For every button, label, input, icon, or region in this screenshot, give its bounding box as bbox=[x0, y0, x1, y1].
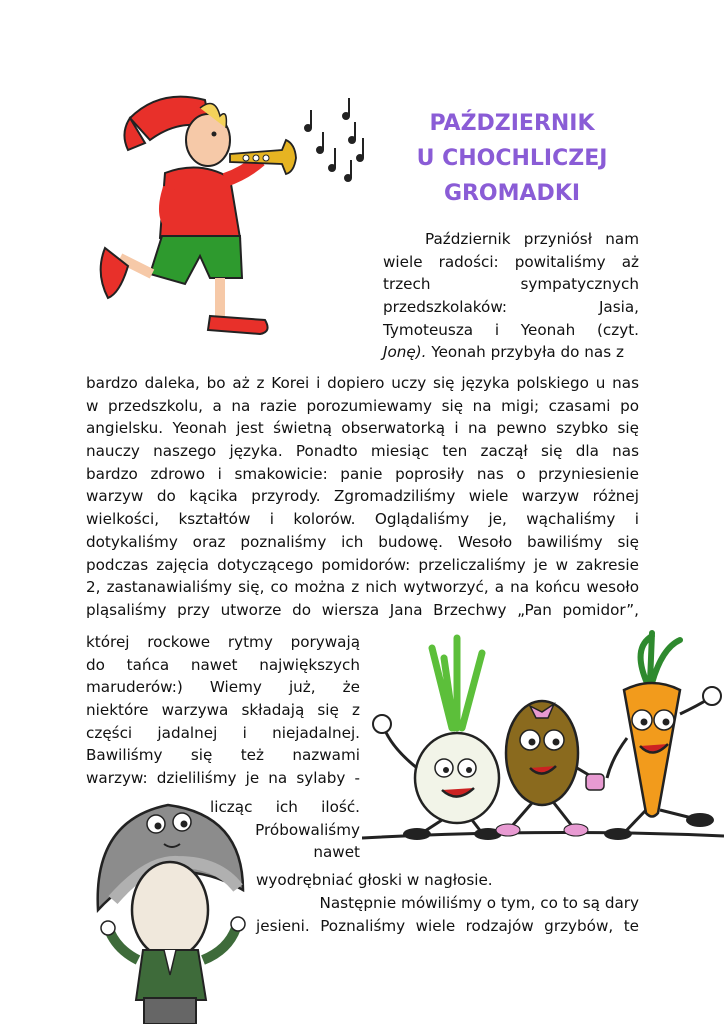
title-line-3: GROMADKI bbox=[443, 181, 581, 206]
italic-text: Jonę). bbox=[383, 343, 427, 362]
text-line: w przedszkolu, a na razie porozumiewamy się na migi; czasami po bbox=[86, 396, 639, 415]
paragraph-1-full bbox=[86, 372, 639, 622]
paragraph-1-left-column bbox=[86, 631, 360, 790]
title-line-2: U CHOCHLICZEJ bbox=[416, 146, 608, 171]
text-line: jesieni. Poznaliśmy wiele rodzajów grzybów, te bbox=[256, 916, 639, 935]
text-line: warzyw do kącika przyrody. Zgromadziliśmy wiele warzyw różnej bbox=[86, 487, 639, 506]
text-line: nawet bbox=[313, 843, 360, 862]
text-line: przedszkolaków: Jasia, bbox=[383, 298, 639, 317]
text-line: Następnie mówiliśmy o tym, co to są dary bbox=[319, 894, 639, 912]
carrot-character bbox=[604, 633, 721, 840]
text-line: Bawiliśmy się też nazwami bbox=[86, 746, 360, 765]
potato-character bbox=[496, 701, 604, 836]
text-line: 2, zastanawialiśmy się, co można z nich wytworzyć, a na końcu wesoło bbox=[86, 578, 639, 597]
text-line: maruderów:) Wiemy już, że bbox=[86, 678, 360, 697]
text-line: wielkości, kształtów i kolorów. Oglądaliśmy je, wąchaliśmy i bbox=[86, 510, 639, 529]
text-line: wyodrębniać głoski w nagłosie. bbox=[256, 871, 493, 889]
text-line: pląsaliśmy przy utworze do wiersza Jana Brzechwy „Pan pomidor”, bbox=[86, 600, 639, 619]
text-line: wiele radości: powitaliśmy aż bbox=[383, 252, 639, 271]
text-line: trzech sympatycznych bbox=[383, 275, 639, 294]
dancing-vegetables-illustration bbox=[362, 628, 724, 846]
paragraph-1-column bbox=[383, 228, 639, 364]
text-line: warzyw: dzieliliśmy je na sylaby - bbox=[86, 769, 360, 788]
gnome-trumpet-illustration bbox=[90, 88, 380, 348]
mushroom-character-illustration bbox=[88, 800, 258, 1024]
text-line: angielsku. Yeonah jest świetną obserwatorką i na pewno szybko się bbox=[86, 419, 639, 438]
text-line: Tymoteusza i Yeonah (czyt. bbox=[383, 320, 639, 339]
onion-character bbox=[373, 638, 502, 840]
text-line: bardzo daleka, bo aż z Korei i dopiero uczy się języka polskiego u nas bbox=[86, 374, 639, 392]
text-line: Październik przyniósł nam bbox=[425, 230, 639, 248]
paragraph-2 bbox=[256, 892, 639, 937]
text-line: bardzo zdrowo i smakowicie: panie poprosiły nas o przyniesienie bbox=[86, 464, 639, 483]
text-line: licząc ich ilość. bbox=[210, 798, 360, 816]
text-line: niektóre warzywa składają się z bbox=[86, 701, 360, 720]
text-line: której rockowe rytmy porywają bbox=[86, 633, 360, 651]
text-line: części jadalnej i niejadalnej. bbox=[86, 723, 360, 742]
text-line: dotykaliśmy oraz poznaliśmy ich budowę. Wesoło bawiliśmy się bbox=[86, 532, 639, 551]
text-line: podczas zajęcia dotyczącego pomidorów: przeliczaliśmy je w zakresie bbox=[86, 555, 639, 574]
text-span: Yeonah przybyła do nas z bbox=[426, 343, 624, 362]
title-line-1: PAŹDZIERNIK bbox=[429, 111, 595, 136]
text-line: do tańca nawet największych bbox=[86, 655, 360, 674]
paragraph-1-last-line bbox=[256, 869, 496, 892]
text-line: nauczy naszego języka. Ponadto miesiąc ten zaczął się dla nas bbox=[86, 442, 639, 461]
text-line: Próbowaliśmy bbox=[255, 820, 360, 839]
page-title bbox=[388, 106, 636, 211]
text-line-mixed bbox=[383, 341, 639, 364]
